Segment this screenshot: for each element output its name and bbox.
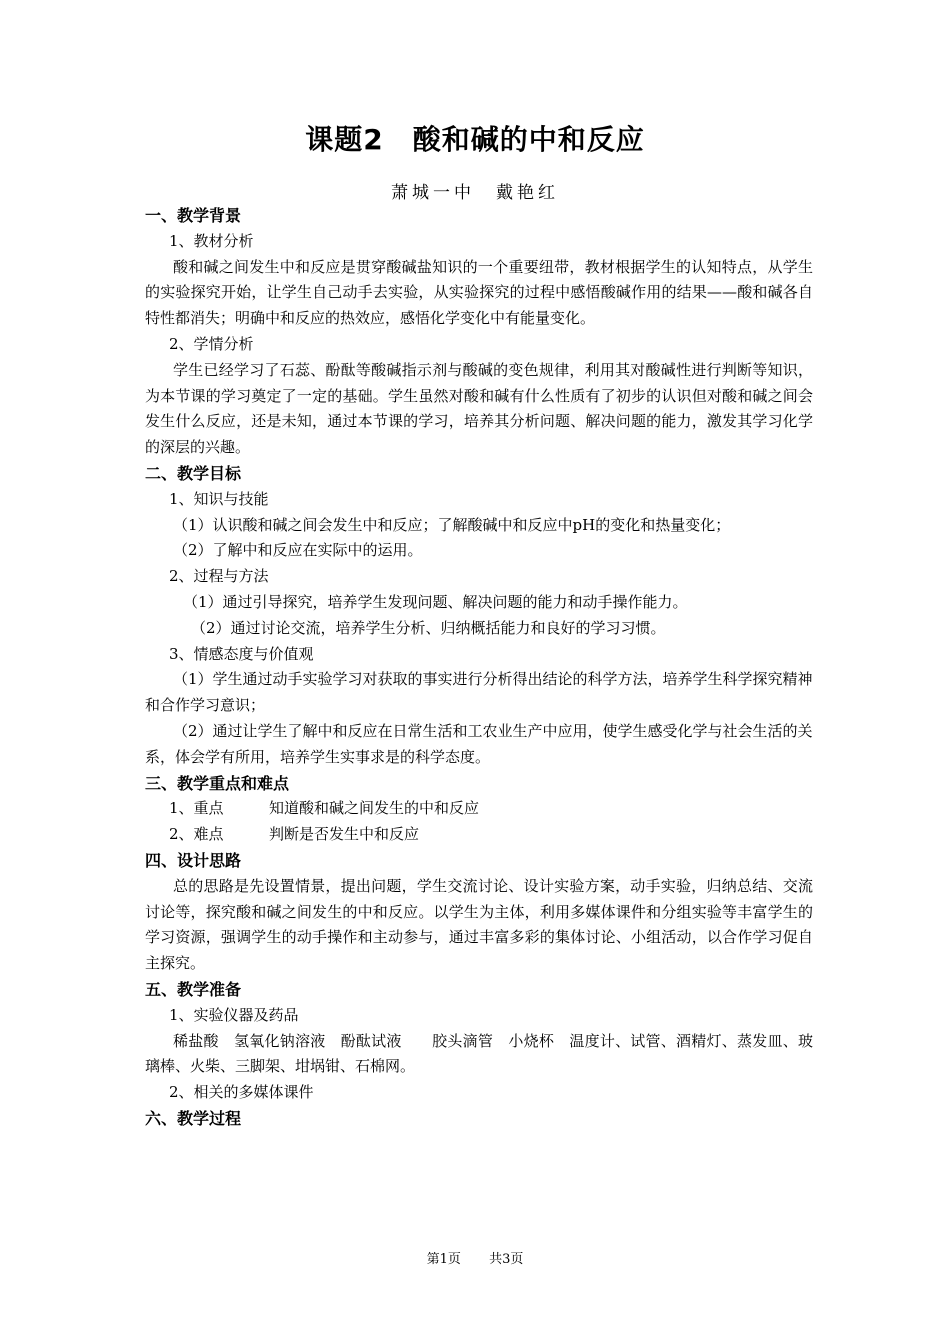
objective-item: （2）通过讨论交流，培养学生分析、归纳概括能力和良好的学习习惯。 bbox=[191, 618, 666, 637]
objective-item: （1）通过引导探究，培养学生发现问题、解决问题的能力和动手操作能力。 bbox=[183, 592, 688, 611]
objective-item: （1）认识酸和碱之间会发生中和反应；了解酸碱中和反应中pH的变化和热量变化； bbox=[173, 515, 731, 534]
key-point-label: 1、重点 bbox=[169, 799, 224, 818]
difficulty-value: 判断是否发生中和反应 bbox=[269, 825, 420, 844]
section-heading-process: 六、教学过程 bbox=[145, 1108, 242, 1128]
section-heading-objectives: 二、教学目标 bbox=[145, 463, 242, 483]
objective-item: （2）通过让学生了解中和反应在日常生活和工农业生产中应用，使学生感受化学与社会生活的关系，体会学有所用，培养学生实事求是的科学态度。 bbox=[145, 721, 813, 766]
objective-item: （1）学生通过动手实验学习对获取的事实进行分析得出结论的科学方法，培养学生科学探究精神和合作学习意识； bbox=[145, 670, 813, 715]
page-number: 第1页 bbox=[426, 1252, 461, 1267]
paragraph-textbook-analysis: 酸和碱之间发生中和反应是贯穿酸碱盐知识的一个重要纽带，教材根据学生的认知特点，从学生的实验探究开始，让学生自己动手去实验，从实验探究的过程中感悟酸碱作用的结果——酸和碱各自特性都消失；明确中和反应的热效应，感悟化学变化中有能量变化。 bbox=[145, 257, 813, 328]
section-heading-design: 四、设计思路 bbox=[145, 850, 242, 870]
objective-item: （2）了解中和反应在实际中的运用。 bbox=[173, 541, 423, 560]
paragraph-design: 总的思路是先设置情景，提出问题，学生交流讨论、设计实验方案，动手实验，归纳总结、交流讨论等，探究酸和碱之间发生的中和反应。以学生为主体，利用多媒体课件和分组实验等丰富学生的学习资源，强调学生的动手操作和主动参与，通过丰富多彩的集体讨论、小组活动，以合作学习促自主探究。 bbox=[145, 876, 813, 973]
section-heading-preparation: 五、教学准备 bbox=[145, 979, 242, 999]
document-body bbox=[145, 203, 813, 1132]
section-heading-key-points: 三、教学重点和难点 bbox=[145, 773, 290, 793]
page-title: 课题2 酸和碱的中和反应 bbox=[305, 123, 645, 156]
page-total: 共3页 bbox=[489, 1252, 524, 1267]
page-footer bbox=[0, 1248, 950, 1267]
difficulty-label: 2、难点 bbox=[169, 825, 224, 844]
key-point-row bbox=[145, 796, 813, 822]
subheading-attitude-values: 3、情感态度与价值观 bbox=[169, 644, 314, 663]
difficulty-row bbox=[145, 822, 813, 848]
author-line: 萧城一中 戴艳红 bbox=[391, 183, 559, 203]
subheading-equipment: 1、实验仪器及药品 bbox=[169, 1005, 299, 1024]
subheading-multimedia: 2、相关的多媒体课件 bbox=[169, 1083, 314, 1102]
key-point-value: 知道酸和碱之间发生的中和反应 bbox=[269, 799, 480, 818]
subheading-knowledge-skills: 1、知识与技能 bbox=[169, 489, 269, 508]
paragraph-student-analysis: 学生已经学习了石蕊、酚酞等酸碱指示剂与酸碱的变色规律，利用其对酸碱性进行判断等知识，为本节课的学习奠定了一定的基础。学生虽然对酸和碱有什么性质有了初步的认识但对酸和碱之间会发生什么反应，还是未知，通过本节课的学习，培养其分析问题、解决问题的能力，激发其学习化学的深层的兴趣。 bbox=[145, 360, 813, 457]
section-heading-background: 一、教学背景 bbox=[145, 206, 242, 225]
subheading-student-analysis: 2、学情分析 bbox=[169, 334, 254, 353]
subheading-textbook-analysis: 1、教材分析 bbox=[169, 231, 254, 250]
paragraph-equipment: 稀盐酸 氢氧化钠溶液 酚酞试液 胶头滴管 小烧杯 温度计、试管、酒精灯、蒸发皿、玻璃棒、火柴、三脚架、坩埚钳、石棉网。 bbox=[145, 1031, 813, 1076]
subheading-process-method: 2、过程与方法 bbox=[169, 567, 269, 586]
